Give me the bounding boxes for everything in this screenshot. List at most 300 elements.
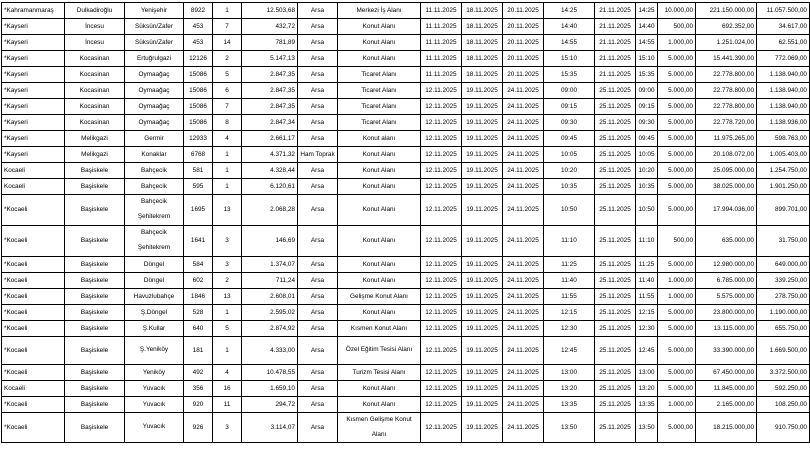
cell-date-2: 24.11.2025	[503, 337, 544, 365]
cell-zoning: Konut Alanı	[338, 179, 421, 195]
cell-block-no: 15086	[184, 83, 213, 99]
cell-tender-date: 25.11.2025	[595, 147, 636, 163]
cell-date-1: 19.11.2025	[462, 226, 503, 257]
cell-parcel-no: 11	[213, 397, 242, 413]
cell-block-no: 15086	[184, 115, 213, 131]
cell-quality: Ham Toprak	[298, 147, 338, 163]
cell-tender-date: 25.11.2025	[595, 179, 636, 195]
cell-zoning: Konut Alanı	[338, 195, 421, 226]
cell-area: 1.659,10	[242, 381, 298, 397]
cell-parcel-no: 5	[213, 321, 242, 337]
cell-date-2: 24.11.2025	[503, 289, 544, 305]
cell-fee: 5.000,00	[658, 99, 696, 115]
cell-date-2: 20.11.2025	[503, 3, 544, 19]
cell-district: Başiskele	[65, 226, 125, 257]
cell-announce-date: 12.11.2025	[421, 273, 462, 289]
table-row	[2, 147, 810, 163]
cell-block-no: 453	[184, 19, 213, 35]
cell-quality: Arsa	[298, 195, 338, 226]
cell-parcel-no: 2	[213, 273, 242, 289]
cell-date-1: 19.11.2025	[462, 305, 503, 321]
cell-parcel-no: 2	[213, 51, 242, 67]
cell-zoning: Konut alanı	[338, 131, 421, 147]
cell-announce-date: 12.11.2025	[421, 365, 462, 381]
cell-tender-date: 25.11.2025	[595, 257, 636, 273]
cell-time: 14:40	[544, 19, 595, 35]
cell-district: Başiskele	[65, 397, 125, 413]
cell-district: Kocasinan	[65, 51, 125, 67]
cell-quality: Arsa	[298, 413, 338, 443]
table-row	[2, 131, 810, 147]
cell-tender-time: 09:30	[636, 115, 658, 131]
cell-date-2: 24.11.2025	[503, 397, 544, 413]
cell-neighborhood: Bahçecik Şehitekrem	[125, 226, 184, 257]
cell-tender-time: 14:40	[636, 19, 658, 35]
cell-tender-time: 09:00	[636, 83, 658, 99]
cell-price: 1.251.024,00	[696, 35, 757, 51]
table-row	[2, 163, 810, 179]
table-row	[2, 67, 810, 83]
cell-parcel-no: 1	[213, 163, 242, 179]
cell-fee: 1.000,00	[658, 273, 696, 289]
cell-quality: Arsa	[298, 381, 338, 397]
cell-deposit: 598.763,00	[757, 131, 810, 147]
cell-zoning: Turizm Tesisi Alanı	[338, 365, 421, 381]
cell-area: 1.374,07	[242, 257, 298, 273]
cell-province: *Kayseri	[2, 99, 65, 115]
cell-time: 09:15	[544, 99, 595, 115]
cell-area: 711,24	[242, 273, 298, 289]
cell-fee: 1.000,00	[658, 289, 696, 305]
cell-fee: 1.000,00	[658, 35, 696, 51]
cell-time: 11:55	[544, 289, 595, 305]
cell-zoning: Kısmen Konut Alanı	[338, 321, 421, 337]
cell-announce-date: 12.11.2025	[421, 147, 462, 163]
cell-tender-time: 10:50	[636, 195, 658, 226]
cell-deposit: 1.138.936,00	[757, 115, 810, 131]
cell-parcel-no: 8	[213, 115, 242, 131]
cell-district: Başiskele	[65, 337, 125, 365]
cell-province: *Kocaeli	[2, 289, 65, 305]
cell-neighborhood: Süksün/Zafer	[125, 35, 184, 51]
cell-quality: Arsa	[298, 131, 338, 147]
cell-tender-date: 21.11.2025	[595, 51, 636, 67]
cell-district: Başiskele	[65, 321, 125, 337]
cell-province: *Kocaeli	[2, 321, 65, 337]
cell-announce-date: 12.11.2025	[421, 163, 462, 179]
cell-zoning: Konut Alanı	[338, 147, 421, 163]
table-row	[2, 257, 810, 273]
cell-date-1: 19.11.2025	[462, 397, 503, 413]
cell-fee: 5.000,00	[658, 305, 696, 321]
cell-date-1: 19.11.2025	[462, 163, 503, 179]
cell-district: Kocasinan	[65, 83, 125, 99]
cell-date-2: 24.11.2025	[503, 195, 544, 226]
cell-tender-date: 25.11.2025	[595, 305, 636, 321]
cell-quality: Arsa	[298, 397, 338, 413]
cell-parcel-no: 3	[213, 257, 242, 273]
cell-block-no: 920	[184, 397, 213, 413]
cell-block-no: 581	[184, 163, 213, 179]
cell-tender-date: 25.11.2025	[595, 365, 636, 381]
cell-neighborhood: Döngel	[125, 273, 184, 289]
cell-parcel-no: 1	[213, 337, 242, 365]
cell-neighborhood: Yuvacık	[125, 381, 184, 397]
cell-area: 4.333,00	[242, 337, 298, 365]
cell-province: *Kocaeli	[2, 305, 65, 321]
cell-parcel-no: 1	[213, 3, 242, 19]
cell-deposit: 34.617,00	[757, 19, 810, 35]
cell-neighborhood: Yenişehir	[125, 3, 184, 19]
table-row	[2, 51, 810, 67]
cell-date-1: 19.11.2025	[462, 195, 503, 226]
cell-quality: Arsa	[298, 273, 338, 289]
cell-province: *Kocaeli	[2, 273, 65, 289]
cell-announce-date: 12.11.2025	[421, 337, 462, 365]
table-row	[2, 397, 810, 413]
cell-date-2: 24.11.2025	[503, 305, 544, 321]
cell-zoning: Konut Alanı	[338, 397, 421, 413]
cell-date-1: 19.11.2025	[462, 115, 503, 131]
cell-deposit: 910.750,00	[757, 413, 810, 443]
cell-province: Kocaeli	[2, 381, 65, 397]
cell-parcel-no: 4	[213, 365, 242, 381]
cell-time: 14:25	[544, 3, 595, 19]
cell-district: Kocasinan	[65, 99, 125, 115]
cell-time: 12:45	[544, 337, 595, 365]
cell-area: 2.847,35	[242, 67, 298, 83]
cell-parcel-no: 3	[213, 413, 242, 443]
cell-tender-time: 14:25	[636, 3, 658, 19]
cell-neighborhood: Bahçecik	[125, 179, 184, 195]
cell-quality: Arsa	[298, 83, 338, 99]
cell-deposit: 649.000,00	[757, 257, 810, 273]
cell-price: 23.800.000,00	[696, 305, 757, 321]
cell-tender-time: 12:30	[636, 321, 658, 337]
cell-date-1: 18.11.2025	[462, 67, 503, 83]
cell-price: 11.845.000,00	[696, 381, 757, 397]
cell-area: 2.847,34	[242, 115, 298, 131]
cell-date-1: 19.11.2025	[462, 413, 503, 443]
cell-block-no: 584	[184, 257, 213, 273]
cell-date-1: 19.11.2025	[462, 321, 503, 337]
cell-fee: 5.000,00	[658, 163, 696, 179]
cell-tender-time: 11:40	[636, 273, 658, 289]
cell-quality: Arsa	[298, 67, 338, 83]
cell-parcel-no: 14	[213, 35, 242, 51]
cell-zoning: Özel Eğitim Tesisi Alanı	[338, 337, 421, 365]
cell-fee: 500,00	[658, 19, 696, 35]
table-row	[2, 35, 810, 51]
cell-announce-date: 12.11.2025	[421, 289, 462, 305]
cell-deposit: 11.057.500,00	[757, 3, 810, 19]
cell-zoning: Ticaret Alanı	[338, 115, 421, 131]
cell-block-no: 1641	[184, 226, 213, 257]
cell-price: 11.975.265,00	[696, 131, 757, 147]
table-row	[2, 413, 810, 443]
cell-announce-date: 12.11.2025	[421, 413, 462, 443]
table-row	[2, 381, 810, 397]
cell-date-2: 20.11.2025	[503, 51, 544, 67]
cell-neighborhood: Yuvacık	[125, 413, 184, 443]
cell-zoning: Konut Alanı	[338, 163, 421, 179]
cell-deposit: 31.750,00	[757, 226, 810, 257]
cell-fee: 5.000,00	[658, 337, 696, 365]
cell-fee: 5.000,00	[658, 115, 696, 131]
cell-price: 25.095.000,00	[696, 163, 757, 179]
cell-deposit: 1.190.000,00	[757, 305, 810, 321]
cell-area: 12.503,68	[242, 3, 298, 19]
cell-tender-date: 21.11.2025	[595, 19, 636, 35]
cell-fee: 5.000,00	[658, 131, 696, 147]
cell-date-2: 24.11.2025	[503, 365, 544, 381]
cell-time: 14:55	[544, 35, 595, 51]
cell-date-1: 19.11.2025	[462, 257, 503, 273]
cell-area: 3.114,07	[242, 413, 298, 443]
cell-deposit: 339.250,00	[757, 273, 810, 289]
cell-deposit: 1.669.500,00	[757, 337, 810, 365]
cell-block-no: 1846	[184, 289, 213, 305]
cell-announce-date: 12.11.2025	[421, 83, 462, 99]
cell-block-no: 1695	[184, 195, 213, 226]
cell-quality: Arsa	[298, 179, 338, 195]
cell-neighborhood: Germir	[125, 131, 184, 147]
cell-quality: Arsa	[298, 305, 338, 321]
cell-price: 635.000,00	[696, 226, 757, 257]
cell-neighborhood: Süksün/Zafer	[125, 19, 184, 35]
table-row	[2, 365, 810, 381]
cell-neighborhood: Ş.Döngel	[125, 305, 184, 321]
cell-price: 22.778.800,00	[696, 67, 757, 83]
cell-neighborhood: Ş.Yeniköy	[125, 337, 184, 365]
cell-zoning: Gelişme Konut Alanı	[338, 289, 421, 305]
cell-zoning: Konut Alanı	[338, 273, 421, 289]
cell-area: 4.371,32	[242, 147, 298, 163]
cell-neighborhood: Yeniköy	[125, 365, 184, 381]
cell-area: 6.120,61	[242, 179, 298, 195]
cell-date-1: 19.11.2025	[462, 83, 503, 99]
table-row	[2, 195, 810, 226]
cell-district: Başiskele	[65, 163, 125, 179]
cell-deposit: 899.701,00	[757, 195, 810, 226]
cell-time: 10:05	[544, 147, 595, 163]
cell-date-2: 24.11.2025	[503, 226, 544, 257]
cell-province: *Kocaeli	[2, 337, 65, 365]
cell-zoning: Ticaret Alanı	[338, 67, 421, 83]
cell-tender-time: 11:25	[636, 257, 658, 273]
cell-price: 22.778.800,00	[696, 99, 757, 115]
cell-area: 2.068,28	[242, 195, 298, 226]
cell-district: Başiskele	[65, 365, 125, 381]
cell-parcel-no: 6	[213, 83, 242, 99]
cell-province: *Kocaeli	[2, 365, 65, 381]
cell-block-no: 356	[184, 381, 213, 397]
cell-province: *Kocaeli	[2, 195, 65, 226]
cell-date-1: 18.11.2025	[462, 51, 503, 67]
cell-tender-date: 25.11.2025	[595, 163, 636, 179]
cell-district: Başiskele	[65, 273, 125, 289]
cell-announce-date: 12.11.2025	[421, 99, 462, 115]
table-body	[2, 3, 810, 443]
cell-tender-time: 12:45	[636, 337, 658, 365]
cell-tender-time: 09:45	[636, 131, 658, 147]
cell-province: *Kayseri	[2, 19, 65, 35]
cell-zoning: Merkezi İş Alanı	[338, 3, 421, 19]
cell-date-2: 24.11.2025	[503, 273, 544, 289]
auction-table	[1, 2, 810, 443]
cell-date-1: 18.11.2025	[462, 3, 503, 19]
cell-fee: 1.000,00	[658, 397, 696, 413]
cell-fee: 5.000,00	[658, 413, 696, 443]
cell-block-no: 12933	[184, 131, 213, 147]
cell-district: Başiskele	[65, 381, 125, 397]
cell-district: Dulkadiroğlu	[65, 3, 125, 19]
cell-tender-time: 15:35	[636, 67, 658, 83]
cell-tender-date: 25.11.2025	[595, 83, 636, 99]
cell-province: *Kayseri	[2, 51, 65, 67]
cell-area: 2.847,35	[242, 99, 298, 115]
cell-time: 13:50	[544, 413, 595, 443]
cell-fee: 10.000,00	[658, 3, 696, 19]
cell-time: 12:30	[544, 321, 595, 337]
cell-time: 11:25	[544, 257, 595, 273]
cell-block-no: 15086	[184, 67, 213, 83]
cell-tender-date: 25.11.2025	[595, 273, 636, 289]
cell-tender-date: 25.11.2025	[595, 195, 636, 226]
table-row	[2, 273, 810, 289]
cell-time: 15:10	[544, 51, 595, 67]
cell-fee: 5.000,00	[658, 51, 696, 67]
cell-district: İncesu	[65, 35, 125, 51]
cell-tender-time: 14:55	[636, 35, 658, 51]
cell-zoning: Konut Alanı	[338, 226, 421, 257]
cell-date-2: 24.11.2025	[503, 257, 544, 273]
cell-fee: 5.000,00	[658, 179, 696, 195]
cell-tender-date: 25.11.2025	[595, 337, 636, 365]
cell-province: *Kayseri	[2, 67, 65, 83]
cell-announce-date: 12.11.2025	[421, 381, 462, 397]
cell-price: 692.352,00	[696, 19, 757, 35]
cell-fee: 5.000,00	[658, 365, 696, 381]
cell-neighborhood: Ertuğrulgazi	[125, 51, 184, 67]
cell-price: 17.994.036,00	[696, 195, 757, 226]
cell-area: 2.608,01	[242, 289, 298, 305]
cell-block-no: 528	[184, 305, 213, 321]
cell-parcel-no: 5	[213, 67, 242, 83]
cell-area: 2.847,35	[242, 83, 298, 99]
cell-time: 10:35	[544, 179, 595, 195]
cell-neighborhood: Döngel	[125, 257, 184, 273]
cell-tender-date: 21.11.2025	[595, 3, 636, 19]
table-row	[2, 3, 810, 19]
cell-neighborhood: Oymaağaç	[125, 115, 184, 131]
cell-price: 5.575.000,00	[696, 289, 757, 305]
table-row	[2, 19, 810, 35]
cell-block-no: 453	[184, 35, 213, 51]
cell-announce-date: 12.11.2025	[421, 226, 462, 257]
cell-tender-time: 13:00	[636, 365, 658, 381]
auction-table-sheet	[1, 2, 807, 443]
cell-block-no: 181	[184, 337, 213, 365]
table-row	[2, 226, 810, 257]
cell-province: *Kocaeli	[2, 413, 65, 443]
cell-deposit: 1.138.940,00	[757, 99, 810, 115]
cell-date-1: 18.11.2025	[462, 35, 503, 51]
cell-quality: Arsa	[298, 337, 338, 365]
cell-date-2: 24.11.2025	[503, 179, 544, 195]
cell-province: *Kayseri	[2, 147, 65, 163]
cell-date-2: 24.11.2025	[503, 115, 544, 131]
cell-neighborhood: Oymaağaç	[125, 99, 184, 115]
cell-quality: Arsa	[298, 163, 338, 179]
cell-province: *Kayseri	[2, 35, 65, 51]
cell-province: Kocaeli	[2, 163, 65, 179]
cell-deposit: 3.372.500,00	[757, 365, 810, 381]
cell-announce-date: 11.11.2025	[421, 35, 462, 51]
cell-date-2: 24.11.2025	[503, 321, 544, 337]
cell-price: 2.165.000,00	[696, 397, 757, 413]
table-row	[2, 305, 810, 321]
cell-zoning: Kısmen Gelişme Konut Alanı	[338, 413, 421, 443]
cell-price: 18.215.000,00	[696, 413, 757, 443]
cell-parcel-no: 4	[213, 131, 242, 147]
cell-neighborhood: Yuvacık	[125, 397, 184, 413]
cell-area: 4.328,44	[242, 163, 298, 179]
cell-neighborhood: Havuzlubahçe	[125, 289, 184, 305]
cell-quality: Arsa	[298, 289, 338, 305]
cell-area: 2.874,92	[242, 321, 298, 337]
cell-date-1: 18.11.2025	[462, 19, 503, 35]
cell-district: Başiskele	[65, 257, 125, 273]
cell-time: 13:35	[544, 397, 595, 413]
cell-area: 146,69	[242, 226, 298, 257]
cell-zoning: Konut Alanı	[338, 381, 421, 397]
cell-deposit: 1.254.750,00	[757, 163, 810, 179]
cell-announce-date: 12.11.2025	[421, 257, 462, 273]
cell-announce-date: 11.11.2025	[421, 51, 462, 67]
cell-fee: 500,00	[658, 226, 696, 257]
cell-area: 781,89	[242, 35, 298, 51]
cell-province: *Kahramanmaraş	[2, 3, 65, 19]
cell-date-1: 19.11.2025	[462, 131, 503, 147]
cell-block-no: 12126	[184, 51, 213, 67]
cell-announce-date: 12.11.2025	[421, 195, 462, 226]
cell-block-no: 15086	[184, 99, 213, 115]
cell-time: 10:20	[544, 163, 595, 179]
cell-date-1: 19.11.2025	[462, 99, 503, 115]
cell-fee: 5.000,00	[658, 83, 696, 99]
cell-parcel-no: 3	[213, 226, 242, 257]
cell-area: 294,72	[242, 397, 298, 413]
cell-date-1: 19.11.2025	[462, 179, 503, 195]
cell-tender-date: 25.11.2025	[595, 131, 636, 147]
cell-tender-date: 25.11.2025	[595, 413, 636, 443]
cell-parcel-no: 13	[213, 289, 242, 305]
cell-date-2: 24.11.2025	[503, 131, 544, 147]
cell-price: 13.115.000,00	[696, 321, 757, 337]
cell-tender-time: 13:35	[636, 397, 658, 413]
table-row	[2, 337, 810, 365]
table-row	[2, 321, 810, 337]
cell-date-1: 19.11.2025	[462, 337, 503, 365]
cell-date-2: 24.11.2025	[503, 83, 544, 99]
cell-zoning: Ticaret Alanı	[338, 83, 421, 99]
cell-parcel-no: 1	[213, 179, 242, 195]
cell-quality: Arsa	[298, 226, 338, 257]
cell-date-2: 24.11.2025	[503, 99, 544, 115]
cell-time: 09:45	[544, 131, 595, 147]
cell-date-2: 24.11.2025	[503, 381, 544, 397]
